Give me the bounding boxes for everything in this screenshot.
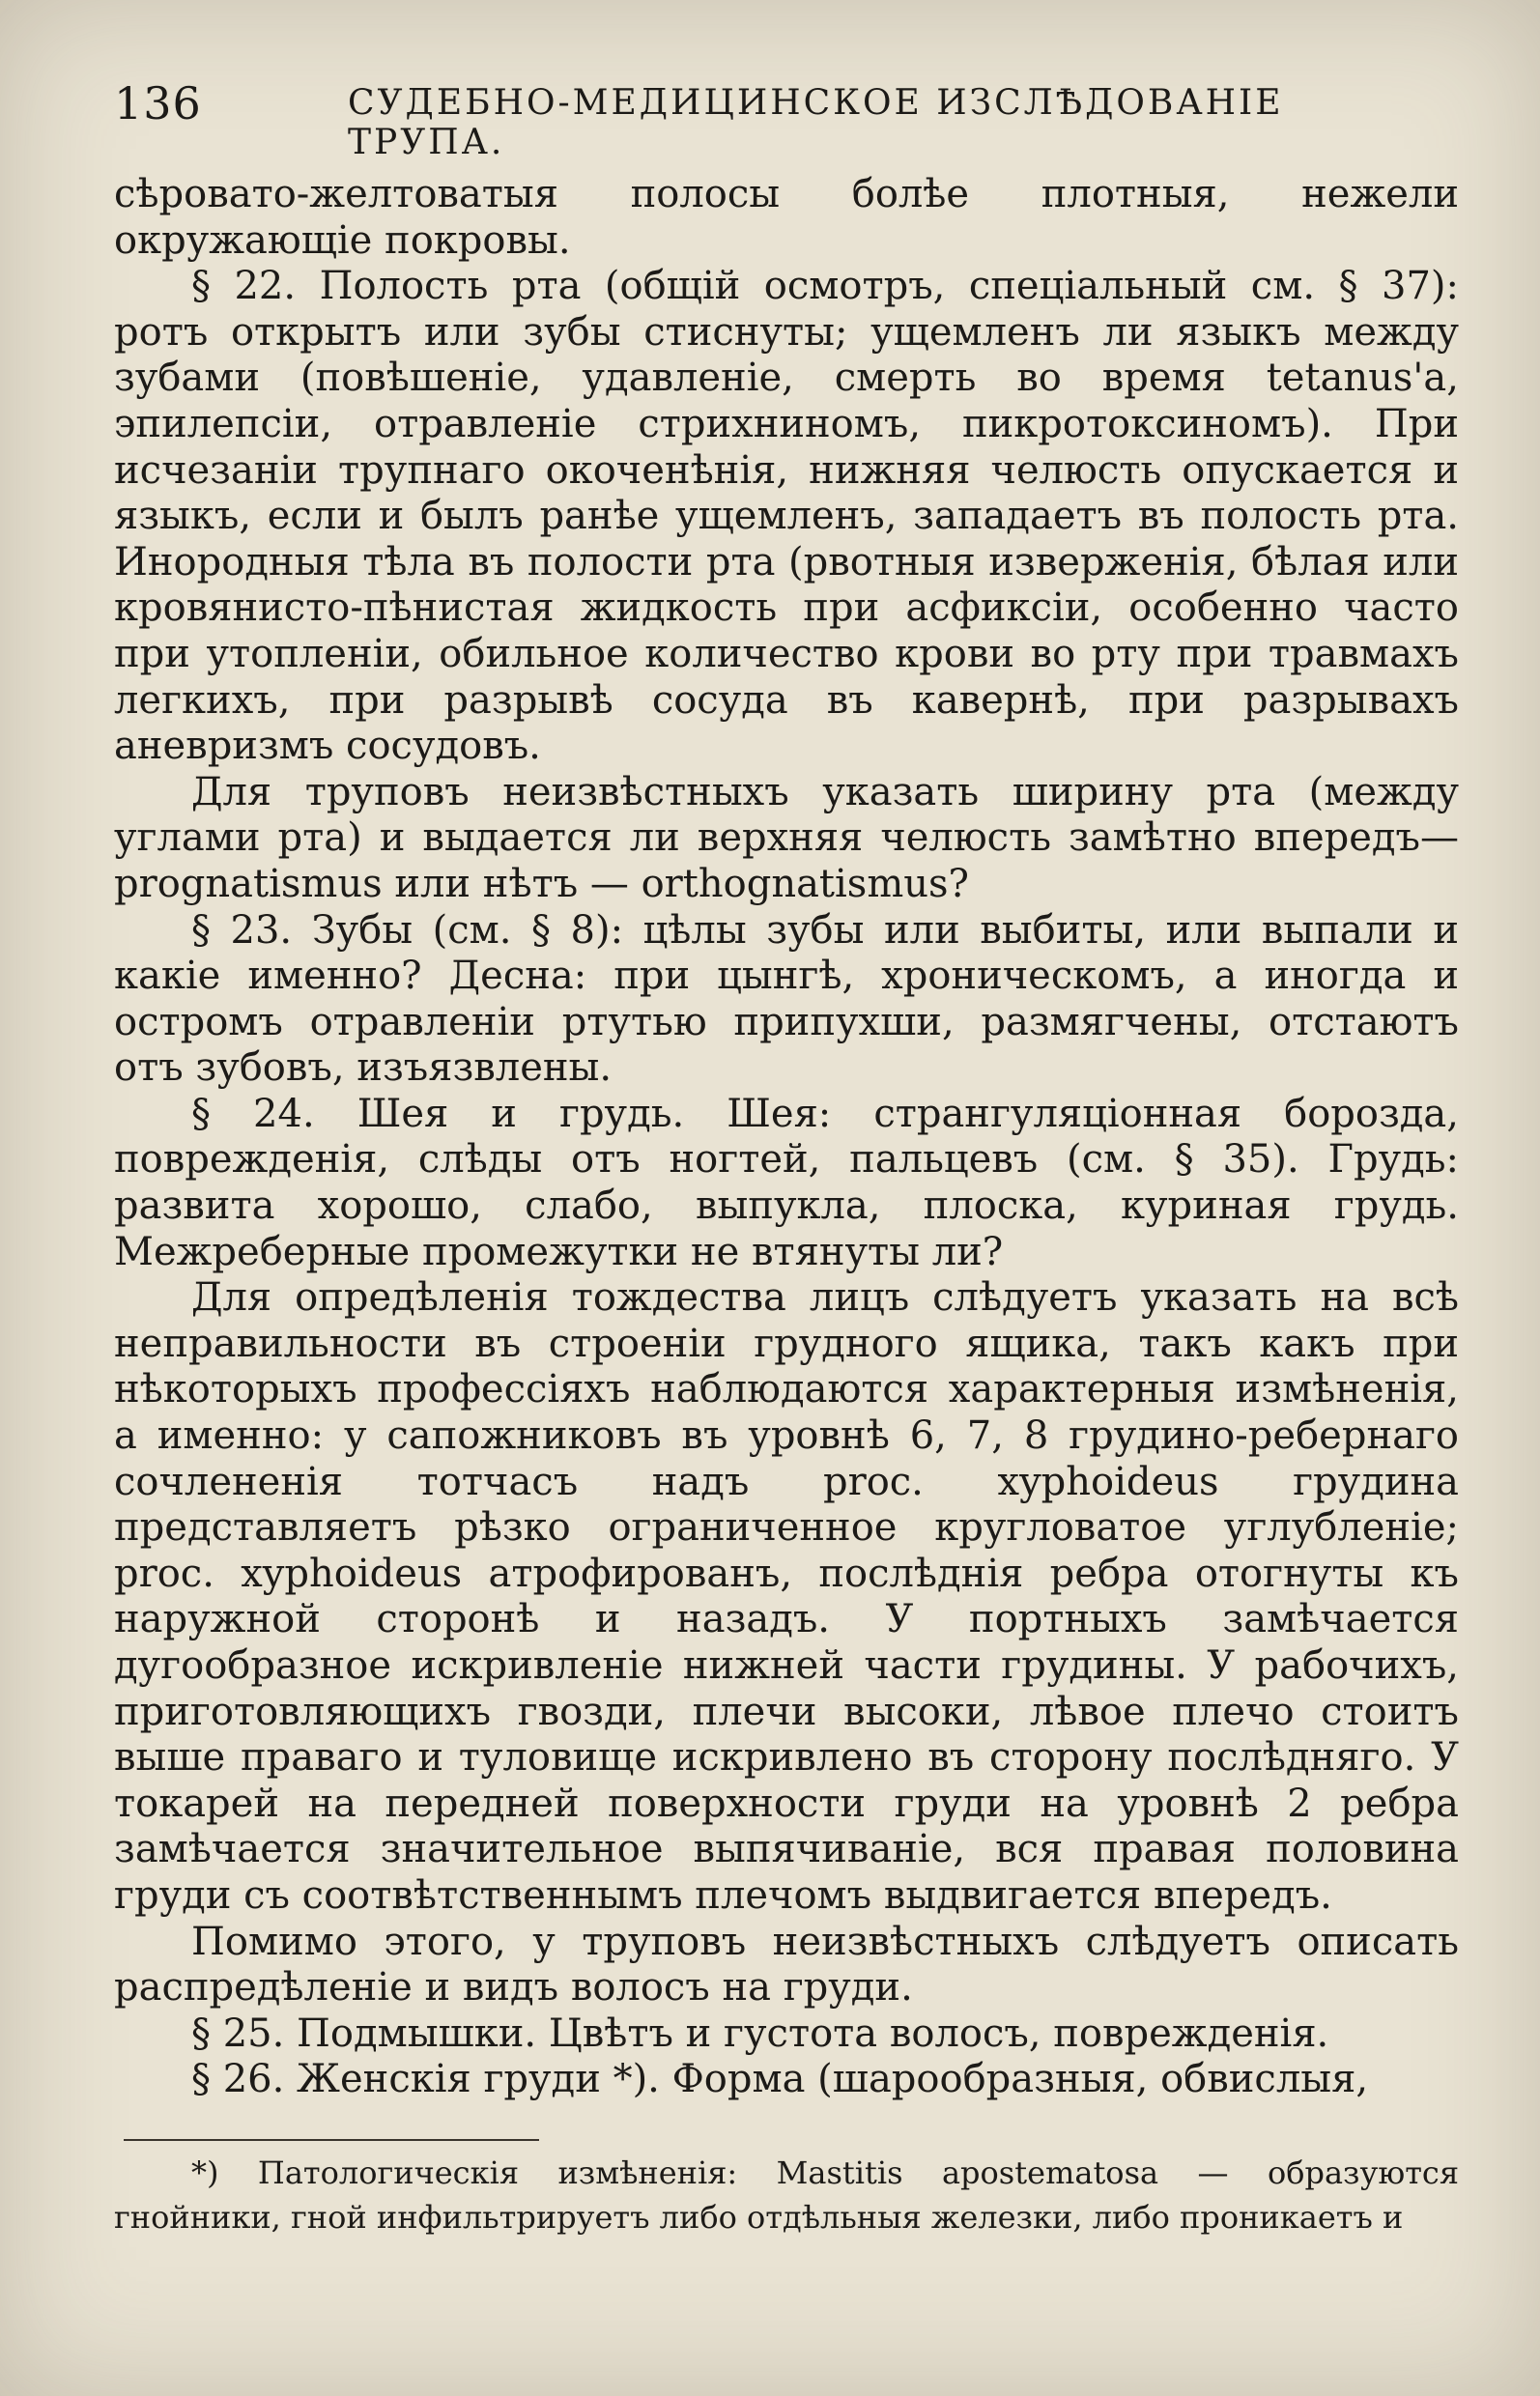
page-header bbox=[114, 77, 1443, 162]
paragraph-section-25: § 25. Подмышки. Цвѣтъ и густота волосъ, поврежденія. bbox=[191, 2011, 1329, 2056]
paragraph-section-26: § 26. Женскія груди *). Форма (шарообразныя, обвислыя, bbox=[191, 2057, 1369, 2102]
paragraph-mouth-width: Для труповъ неизвѣстныхъ указать ширину рта (между углами рта) и выдается ли верхняя челюсть замѣтно впередъ— prognatismus или нѣтъ — orthognatismus? bbox=[114, 769, 1459, 906]
paragraph-identity: Для опредѣленія тождества лицъ слѣдуетъ указать на всѣ неправильности въ строеніи грудного ящика, такъ какъ при нѣкоторыхъ профессіяхъ наблюдаются характерныя измѣненія, а именно: у сапожниковъ въ уровнѣ 6, 7, 8 грудино-ребернаго сочлененія тотчасъ надъ proc. xyphoideus грудина представляетъ рѣзко ограниченное кругловатое углубленіе; proc. xyphoideus атрофированъ, послѣднія ребра отогнуты къ наружной сторонѣ и назадъ. У портныхъ замѣчается дугообразное искривленіе нижней части грудины. У рабочихъ, приготовляющихъ гвозди, плечи высоки, лѣвое плечо стоитъ выше праваго и туловище искривлено въ сторону послѣдняго. У токарей на передней поверхности груди на уровнѣ 2 ребра замѣчается значительное выпячиваніе, вся правая половина груди съ соотвѣтственнымъ плечомъ выдвигается впередъ. bbox=[114, 1275, 1459, 1918]
page-number: 136 bbox=[114, 77, 202, 129]
main-text bbox=[114, 172, 1459, 2103]
paragraph-continuation: сѣровато-желтоватыя полосы болѣе плотныя, нежели окружающіе покровы. bbox=[114, 172, 1459, 263]
paragraph-section-24: § 24. Шея и грудь. Шея: странгуляціонная борозда, поврежденія, слѣды отъ ногтей, пальцевъ (см. § 35). Грудь: развита хорошо, слабо, выпукла, плоска, куриная грудь. Межреберные промежутки не втянуты ли? bbox=[114, 1091, 1459, 1274]
paragraph-section-23: § 23. Зубы (см. § 8): цѣлы зубы или выбиты, или выпали и какіе именно? Десна: при цынгѣ, хроническомъ, а иногда и остромъ отравленіи ртутью припухши, размягчены, отстаютъ отъ зубовъ, изъязвлены. bbox=[114, 907, 1459, 1091]
paragraph-chest-hair: Помимо этого, у труповъ неизвѣстныхъ слѣдуетъ описать распредѣленіе и видъ волосъ на груди. bbox=[114, 1919, 1459, 2011]
footnote-text: *) Патологическія измѣненія: Mastitis apostematosa — образуются гнойники, гной инфильтрируетъ либо отдѣльныя железки, либо проникаетъ и bbox=[114, 2154, 1459, 2236]
footnote-divider bbox=[124, 2139, 539, 2141]
running-title: СУДЕБНО-МЕДИЦИНСКОЕ ИЗСЛѢДОВАНІЕ ТРУПА. bbox=[348, 83, 1284, 162]
paragraph-section-22: § 22. Полость рта (общій осмотръ, спеціальный см. § 37): ротъ открытъ или зубы стиснуты; ущемленъ ли языкъ между зубами (повѣшеніе, удавленіе, смерть во время tetanus'а, эпилепсіи, отравленіе стрихниномъ, пикротоксиномъ). При исчезаніи трупнаго окоченѣнія, нижняя челюсть опускается и языкъ, если и былъ ранѣе ущемленъ, западаетъ въ полость рта. Инородныя тѣла въ полости рта (рвотныя изверженія, бѣлая или кровянисто-пѣнистая жидкость при асфиксіи, особенно часто при утопленіи, обильное количество крови во рту при травмахъ легкихъ, при разрывѣ сосуда въ кавернѣ, при разрывахъ аневризмъ сосудовъ. bbox=[114, 264, 1459, 769]
footnote bbox=[114, 2151, 1459, 2239]
